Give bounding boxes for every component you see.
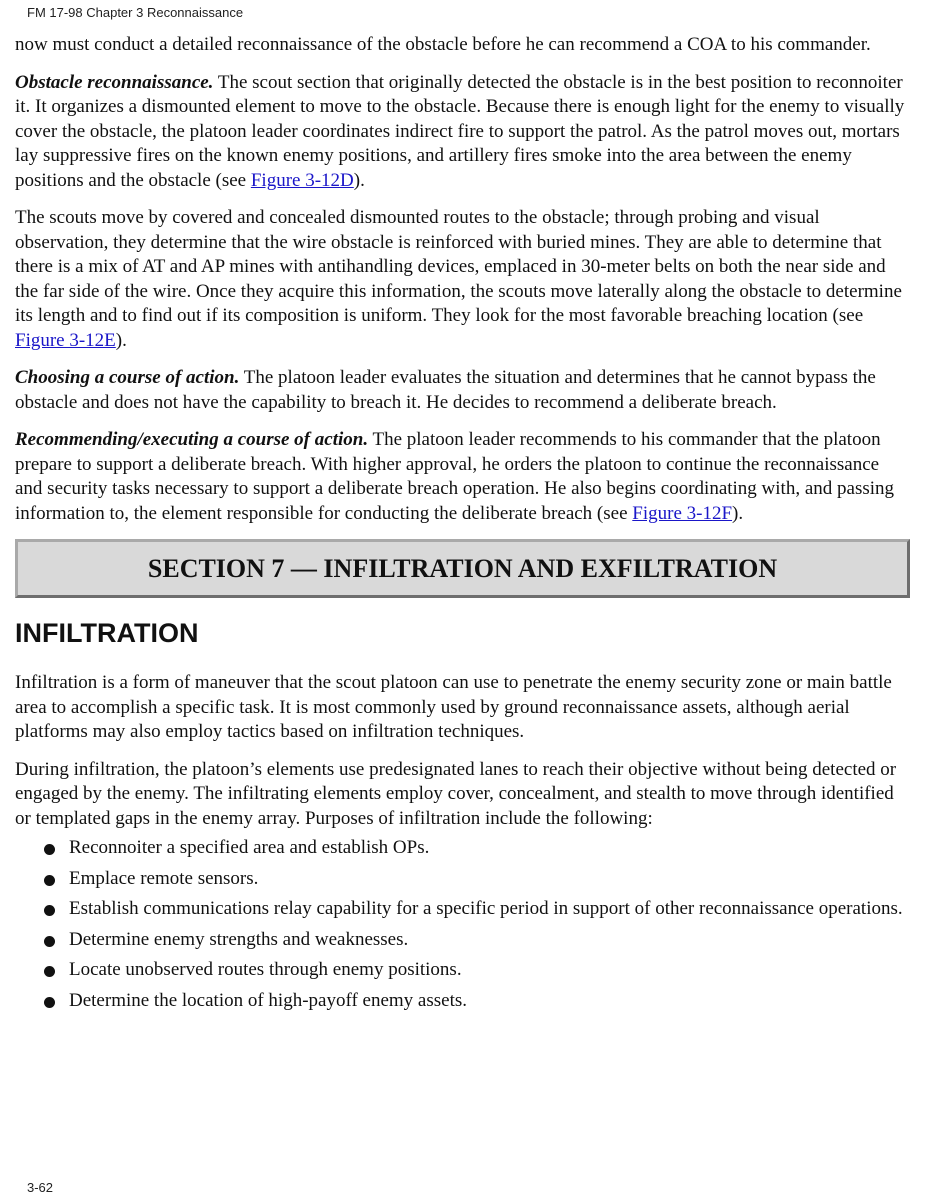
paragraph-end: ). [732,502,744,524]
list-item: Reconnoiter a specified area and establish OPs. [15,836,910,861]
bullet-icon [44,844,55,855]
bullet-icon [44,966,55,977]
paragraph-lead: Obstacle reconnaissance. [15,71,214,93]
paragraph-obstacle-reconnaissance [15,71,910,194]
paragraph-end: ). [353,169,365,191]
section-banner [15,539,910,598]
page-number: 3-62 [27,1180,54,1195]
figure-3-12e-link[interactable]: Figure 3-12E [15,329,116,351]
paragraph-choosing-coa [15,366,910,415]
paragraph-scouts-move [15,206,910,353]
running-header: FM 17-98 Chapter 3 Reconnaissance [27,5,244,20]
bullet-icon [44,905,55,916]
purposes-list [15,836,910,1013]
paragraph-text: The platoon leader evaluates the situation and determines that he cannot bypass the obstacle and does not have the capability to breach it. He decides to recommend a deliberate breach. [15,367,876,413]
figure-3-12f-link[interactable]: Figure 3-12F [632,502,733,524]
paragraph-recommending-coa [15,428,910,526]
list-item: Emplace remote sensors. [15,867,910,892]
list-item: Determine the location of high-payoff enemy assets. [15,989,910,1014]
paragraph-text: The platoon leader recommends to his commander that the platoon prepare to support a deliberate breach. With higher approval, he orders the platoon to continue the reconnaissance and security tasks necessary to support a deliberate breach operation. He also begins coordinating with, and passing information to, the element responsible for conducting the deliberate breach (see [15,429,895,524]
paragraph-infiltration-definition: Infiltration is a form of maneuver that the scout platoon can use to penetrate the enemy security zone or main battle area to accomplish a specific task. It is most commonly used by ground reconnaissance assets, although aerial platforms may also employ tactics based on infiltration techniques. [15,672,892,742]
list-item: Establish communications relay capability for a specific period in support of other reconnaissance operations. [15,897,910,922]
paragraph-lead: Choosing a course of action. [15,367,240,388]
page-content [15,33,910,1019]
bullet-icon [44,997,55,1008]
list-item: Locate unobserved routes through enemy positions. [15,958,910,983]
figure-3-12d-link[interactable]: Figure 3-12D [250,169,354,191]
paragraph-text: The scout section that originally detected the obstacle is in the best position to reconnoiter it. It organizes a dismounted element to move to the obstacle. Because there is enough light for the enemy to visually cover the obstacle, the platoon leader coordinates indirect fire to support the patrol. As the patrol moves out, mortars lay suppressive fires on the known enemy positions, and artillery fires smoke into the area between the enemy positions and the obstacle (see [15,71,905,191]
paragraph-infiltration-purposes: During infiltration, the platoon’s elements use predesignated lanes to reach their objective without being detected or engaged by the enemy. The infiltrating elements employ cover, concealment, and stealth to move through identified or templated gaps in the enemy array. Purposes of infiltration include the following: [15,758,897,829]
infiltration-heading: INFILTRATION [15,618,199,648]
paragraph-continued: now must conduct a detailed reconnaissance of the obstacle before he can recommend a COA to his commander. [15,34,871,55]
paragraph-lead: Recommending/executing a course of action. [15,429,369,450]
bullet-icon [44,875,55,886]
bullet-icon [44,936,55,947]
section-title: SECTION 7 — INFILTRATION AND EXFILTRATION [147,553,778,583]
paragraph-end: ). [115,329,127,351]
list-item: Determine enemy strengths and weaknesses. [15,928,910,953]
paragraph-text: The scouts move by covered and concealed dismounted routes to the obstacle; through probing and visual observation, they determine that the wire obstacle is reinforced with buried mines. They are able to determine that there is a mix of AT and AP mines with antihandling devices, emplaced in 30-meter belts on both the near side and the far side of the wire. Once they acquire this information, the scouts move laterally along the obstacle to determine its length and to find out if its composition is uniform. They look for the most favorable breaching location (see [15,207,902,326]
